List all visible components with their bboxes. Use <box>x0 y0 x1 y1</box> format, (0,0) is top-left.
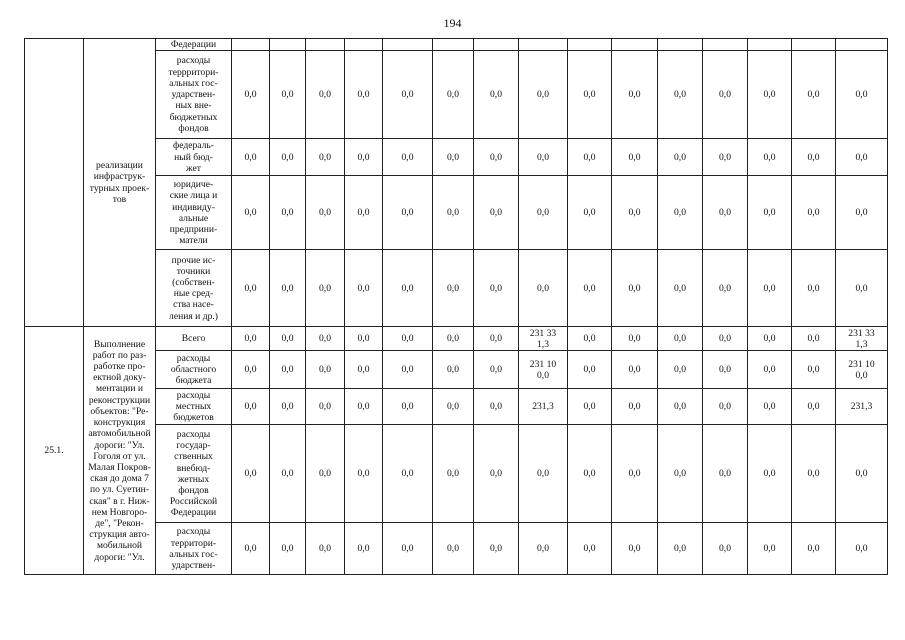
value-cell: 0,0 <box>792 327 836 351</box>
funding-source-cell: Федерации <box>156 39 232 51</box>
value-cell: 0,0 <box>836 139 888 176</box>
value-cell: 0,0 <box>568 523 612 575</box>
value-cell: 0,0 <box>306 51 345 139</box>
value-cell: 0,0 <box>433 523 474 575</box>
value-cell: 0,0 <box>232 425 270 523</box>
value-cell: 0,0 <box>232 389 270 425</box>
value-cell: 0,0 <box>792 51 836 139</box>
value-cell: 0,0 <box>383 139 433 176</box>
value-cell: 0,0 <box>568 351 612 389</box>
value-cell: 0,0 <box>703 250 748 327</box>
value-cell: 0,0 <box>748 425 792 523</box>
value-cell: 0,0 <box>568 51 612 139</box>
value-cell: 0,0 <box>474 176 519 250</box>
value-cell: 0,0 <box>270 425 306 523</box>
value-cell: 0,0 <box>612 351 658 389</box>
value-cell: 0,0 <box>270 250 306 327</box>
measure-description-cell: реализации инфраструк- турных проек- тов <box>84 39 156 327</box>
value-cell: 0,0 <box>270 176 306 250</box>
value-cell: 231 10 0,0 <box>519 351 568 389</box>
value-cell: 0,0 <box>612 523 658 575</box>
value-cell: 231,3 <box>836 389 888 425</box>
value-cell: 0,0 <box>383 176 433 250</box>
funding-source-cell: расходы областного бюджета <box>156 351 232 389</box>
value-cell: 0,0 <box>836 425 888 523</box>
value-cell: 0,0 <box>568 327 612 351</box>
value-cell: 0,0 <box>519 139 568 176</box>
value-cell: 0,0 <box>232 139 270 176</box>
value-cell: 0,0 <box>568 425 612 523</box>
value-cell: 231 10 0,0 <box>836 351 888 389</box>
value-cell: 0,0 <box>703 523 748 575</box>
value-cell: 0,0 <box>433 389 474 425</box>
value-cell: 0,0 <box>612 250 658 327</box>
value-cell: 0,0 <box>306 250 345 327</box>
value-cell: 0,0 <box>703 176 748 250</box>
value-cell: 0,0 <box>658 250 703 327</box>
value-cell: 0,0 <box>836 176 888 250</box>
value-cell: 0,0 <box>748 327 792 351</box>
value-cell: 0,0 <box>612 51 658 139</box>
value-cell: 0,0 <box>306 176 345 250</box>
value-cell: 0,0 <box>270 523 306 575</box>
value-cell: 0,0 <box>748 51 792 139</box>
value-cell: 0,0 <box>703 425 748 523</box>
value-cell: 0,0 <box>383 389 433 425</box>
value-cell: 0,0 <box>383 51 433 139</box>
value-cell: 0,0 <box>792 176 836 250</box>
value-cell: 0,0 <box>568 139 612 176</box>
value-cell: 0,0 <box>433 351 474 389</box>
value-cell: 0,0 <box>232 51 270 139</box>
value-cell: 0,0 <box>748 139 792 176</box>
value-cell: 0,0 <box>345 139 383 176</box>
value-cell: 0,0 <box>792 250 836 327</box>
value-cell: 0,0 <box>345 176 383 250</box>
value-cell: 0,0 <box>703 351 748 389</box>
value-cell <box>519 39 568 51</box>
value-cell: 0,0 <box>519 51 568 139</box>
table-row <box>25 327 888 351</box>
value-cell: 0,0 <box>345 250 383 327</box>
value-cell: 0,0 <box>270 327 306 351</box>
value-cell: 0,0 <box>792 139 836 176</box>
value-cell <box>383 39 433 51</box>
measure-description-cell: Выполнение работ по раз- работке про- ектной доку- ментации и реконструкции объектов: "Ре- конструкция автомобильной дороги: "Ул. Гоголя от ул. Малая Покров- ская до дома 7 по ул. Суетин- ская" в г. Ниж- нем Новгоро- де", "Рекон- струкция авто- мобильной дороги: "Ул. <box>84 327 156 575</box>
value-cell: 0,0 <box>306 523 345 575</box>
value-cell: 0,0 <box>345 351 383 389</box>
value-cell: 0,0 <box>433 139 474 176</box>
funding-source-cell: Всего <box>156 327 232 351</box>
funding-source-cell: расходы территори- альных гос- ударствен- <box>156 523 232 575</box>
value-cell <box>612 39 658 51</box>
value-cell: 0,0 <box>703 139 748 176</box>
value-cell: 0,0 <box>474 327 519 351</box>
value-cell: 0,0 <box>658 139 703 176</box>
value-cell: 0,0 <box>748 351 792 389</box>
value-cell: 0,0 <box>519 523 568 575</box>
value-cell: 0,0 <box>748 389 792 425</box>
value-cell: 0,0 <box>433 176 474 250</box>
table-row <box>25 39 888 51</box>
value-cell: 0,0 <box>658 389 703 425</box>
value-cell <box>748 39 792 51</box>
value-cell: 0,0 <box>345 425 383 523</box>
value-cell: 0,0 <box>232 523 270 575</box>
value-cell: 0,0 <box>519 176 568 250</box>
value-cell: 0,0 <box>748 176 792 250</box>
funding-source-cell: федераль- ный бюд- жет <box>156 139 232 176</box>
funding-source-cell: расходы террритори- альных гос- ударствен- ных вне- бюджетных фондов <box>156 51 232 139</box>
value-cell <box>703 39 748 51</box>
value-cell: 0,0 <box>270 51 306 139</box>
funding-source-cell: расходы государ- ственных внебюд- жетных фондов Российской Федерации <box>156 425 232 523</box>
value-cell: 0,0 <box>345 327 383 351</box>
value-cell <box>568 39 612 51</box>
value-cell: 0,0 <box>836 250 888 327</box>
value-cell <box>433 39 474 51</box>
value-cell <box>474 39 519 51</box>
value-cell: 0,0 <box>748 523 792 575</box>
value-cell: 0,0 <box>658 51 703 139</box>
page-number: 194 <box>443 16 462 30</box>
value-cell: 0,0 <box>612 389 658 425</box>
value-cell <box>836 39 888 51</box>
value-cell: 0,0 <box>703 389 748 425</box>
row-number-cell: 25.1. <box>25 327 84 575</box>
value-cell: 0,0 <box>612 425 658 523</box>
value-cell: 0,0 <box>345 523 383 575</box>
value-cell: 0,0 <box>383 250 433 327</box>
value-cell: 0,0 <box>383 351 433 389</box>
value-cell: 0,0 <box>792 425 836 523</box>
value-cell: 0,0 <box>474 425 519 523</box>
value-cell: 0,0 <box>474 250 519 327</box>
value-cell: 0,0 <box>306 389 345 425</box>
value-cell: 0,0 <box>345 389 383 425</box>
funding-source-cell: расходы местных бюджетов <box>156 389 232 425</box>
value-cell: 0,0 <box>270 351 306 389</box>
value-cell: 231 33 1,3 <box>519 327 568 351</box>
value-cell: 0,0 <box>433 250 474 327</box>
value-cell: 0,0 <box>836 51 888 139</box>
value-cell: 0,0 <box>792 389 836 425</box>
value-cell: 0,0 <box>306 351 345 389</box>
value-cell <box>345 39 383 51</box>
value-cell: 0,0 <box>433 425 474 523</box>
value-cell: 0,0 <box>383 327 433 351</box>
value-cell: 0,0 <box>568 389 612 425</box>
value-cell: 0,0 <box>232 250 270 327</box>
funding-source-cell: юридиче- ские лица и индивиду- альные предприни- матели <box>156 176 232 250</box>
value-cell: 0,0 <box>568 176 612 250</box>
value-cell: 231,3 <box>519 389 568 425</box>
value-cell: 0,0 <box>792 523 836 575</box>
value-cell: 0,0 <box>658 425 703 523</box>
value-cell: 0,0 <box>433 327 474 351</box>
value-cell: 0,0 <box>474 389 519 425</box>
value-cell <box>658 39 703 51</box>
value-cell: 0,0 <box>232 176 270 250</box>
value-cell: 0,0 <box>612 327 658 351</box>
value-cell <box>270 39 306 51</box>
value-cell: 0,0 <box>270 139 306 176</box>
value-cell: 0,0 <box>612 176 658 250</box>
value-cell: 0,0 <box>748 250 792 327</box>
value-cell: 0,0 <box>474 139 519 176</box>
value-cell: 0,0 <box>232 351 270 389</box>
value-cell: 0,0 <box>433 51 474 139</box>
value-cell: 0,0 <box>474 351 519 389</box>
value-cell <box>792 39 836 51</box>
value-cell: 0,0 <box>383 523 433 575</box>
value-cell: 0,0 <box>345 51 383 139</box>
value-cell <box>232 39 270 51</box>
value-cell: 231 33 1,3 <box>836 327 888 351</box>
value-cell: 0,0 <box>474 523 519 575</box>
value-cell: 0,0 <box>383 425 433 523</box>
funding-source-cell: прочие ис- точники (собствен- ные сред- ства насе- ления и др.) <box>156 250 232 327</box>
value-cell: 0,0 <box>658 327 703 351</box>
value-cell: 0,0 <box>836 523 888 575</box>
value-cell: 0,0 <box>792 351 836 389</box>
value-cell: 0,0 <box>658 176 703 250</box>
value-cell: 0,0 <box>703 327 748 351</box>
value-cell: 0,0 <box>519 425 568 523</box>
value-cell: 0,0 <box>232 327 270 351</box>
row-number-cell <box>25 39 84 327</box>
value-cell: 0,0 <box>474 51 519 139</box>
value-cell: 0,0 <box>270 389 306 425</box>
value-cell: 0,0 <box>306 425 345 523</box>
value-cell: 0,0 <box>568 250 612 327</box>
value-cell: 0,0 <box>703 51 748 139</box>
value-cell: 0,0 <box>658 523 703 575</box>
value-cell: 0,0 <box>306 327 345 351</box>
value-cell: 0,0 <box>612 139 658 176</box>
value-cell: 0,0 <box>306 139 345 176</box>
budget-table <box>24 38 888 575</box>
value-cell <box>306 39 345 51</box>
value-cell: 0,0 <box>658 351 703 389</box>
value-cell: 0,0 <box>519 250 568 327</box>
